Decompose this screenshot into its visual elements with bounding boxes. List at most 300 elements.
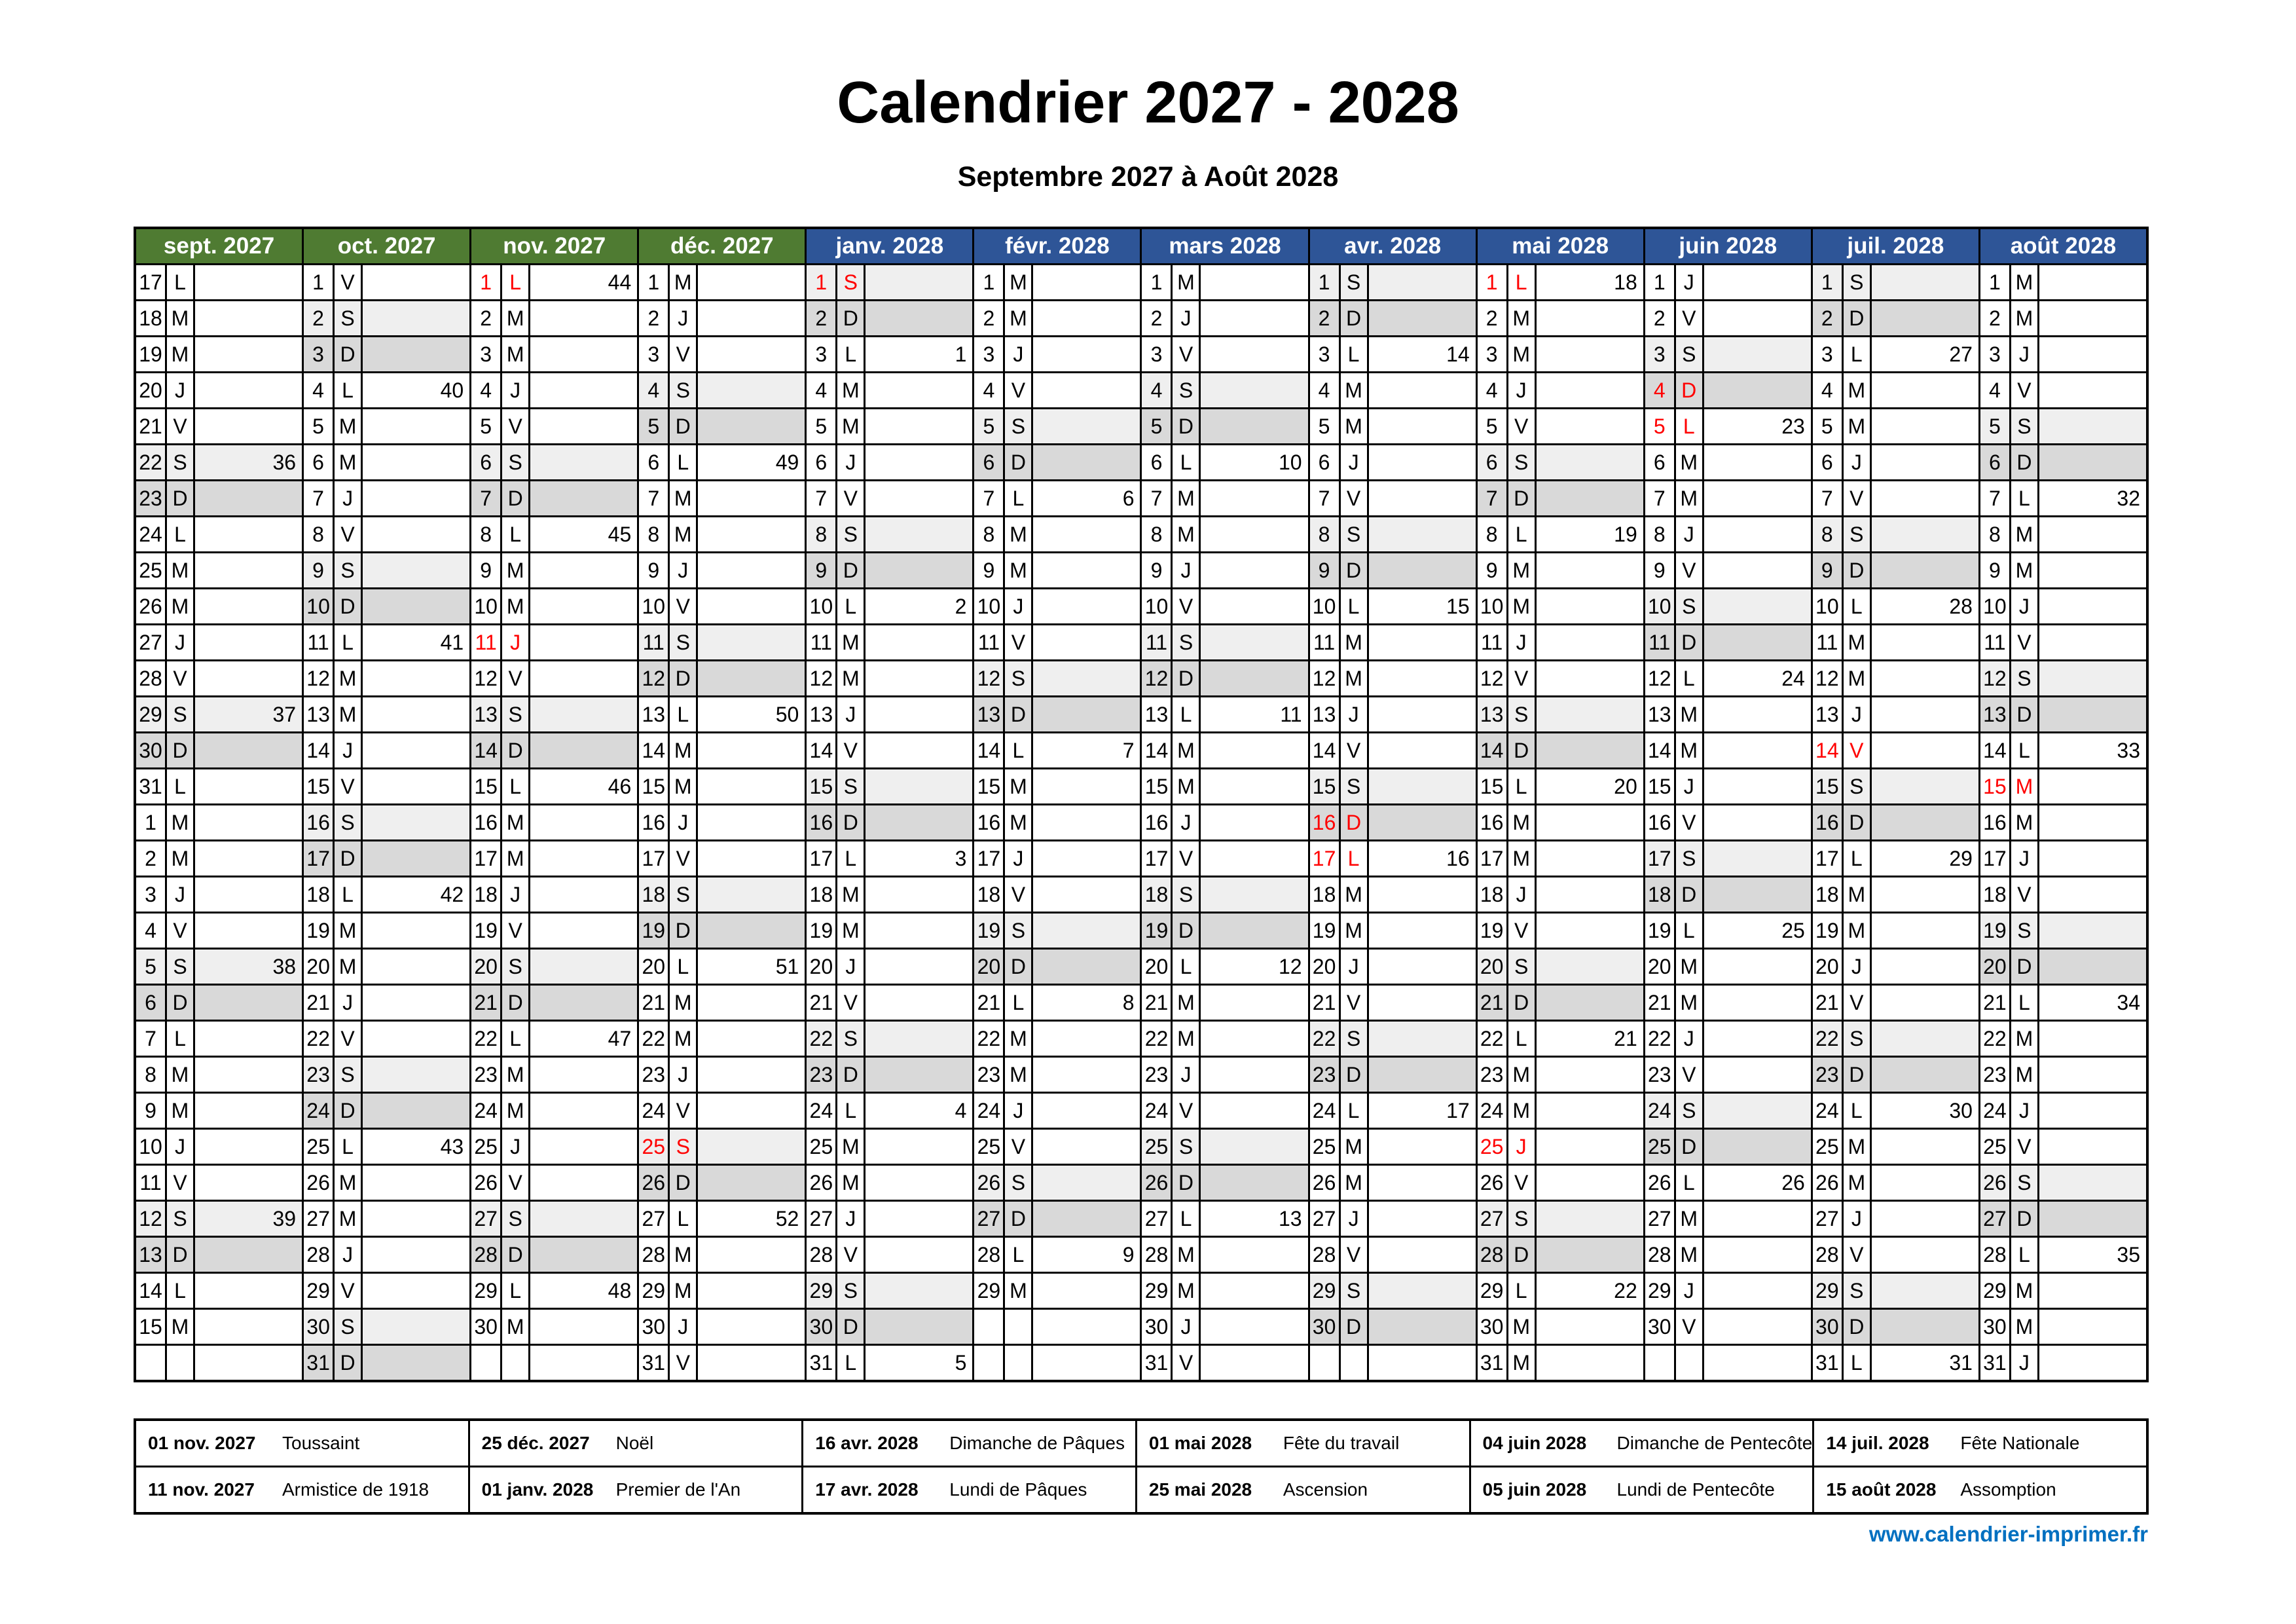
day-number: 25 xyxy=(1310,1130,1339,1164)
day-number: 29 xyxy=(639,1274,668,1308)
notes-cell xyxy=(530,877,637,912)
notes-cell xyxy=(1201,733,1307,767)
day-row xyxy=(1980,1094,2146,1128)
day-letter: J xyxy=(1844,950,1870,984)
day-number: 31 xyxy=(1813,1346,1842,1380)
notes-cell xyxy=(1033,553,1140,587)
notes-cell xyxy=(1369,769,1476,803)
day-row xyxy=(1478,1058,1643,1092)
month-column-f-vr-2028 xyxy=(974,229,1140,1380)
day-number: 17 xyxy=(1478,841,1506,876)
day-number: 13 xyxy=(639,697,668,731)
day-letter: V xyxy=(167,913,193,948)
day-letter: J xyxy=(670,805,696,840)
notes-cell xyxy=(698,517,805,551)
day-row xyxy=(639,1202,805,1236)
notes-cell xyxy=(1033,337,1140,371)
notes-cell xyxy=(1872,805,1978,840)
day-letter: V xyxy=(837,1238,864,1272)
day-letter: D xyxy=(1173,1166,1199,1200)
week-number: 50 xyxy=(775,702,799,726)
day-row xyxy=(304,805,469,840)
day-letter: J xyxy=(1508,373,1535,407)
day-row xyxy=(1142,265,1307,299)
day-number: 15 xyxy=(304,769,333,803)
day-letter xyxy=(1005,1310,1031,1344)
day-letter: D xyxy=(1676,1130,1702,1164)
day-letter: L xyxy=(167,1022,193,1056)
day-row xyxy=(1478,265,1643,299)
day-row xyxy=(1142,337,1307,371)
day-row xyxy=(1645,445,1811,479)
notes-cell xyxy=(195,301,302,335)
day-row xyxy=(974,481,1140,515)
day-row xyxy=(1478,697,1643,731)
day-number: 3 xyxy=(639,337,668,371)
notes-cell xyxy=(530,445,637,479)
day-row xyxy=(136,1058,302,1092)
day-row xyxy=(304,1274,469,1308)
day-number: 15 xyxy=(1980,769,2009,803)
day-letter: D xyxy=(670,409,696,443)
notes-cell xyxy=(195,986,302,1020)
notes-cell xyxy=(363,950,469,984)
notes-cell xyxy=(698,1310,805,1344)
day-number: 10 xyxy=(807,589,835,623)
notes-cell xyxy=(1537,769,1643,803)
day-number: 30 xyxy=(639,1310,668,1344)
day-letter: S xyxy=(2011,1166,2037,1200)
day-number: 21 xyxy=(1310,986,1339,1020)
day-number: 13 xyxy=(304,697,333,731)
day-row xyxy=(1310,913,1476,948)
day-letter: L xyxy=(670,950,696,984)
day-row xyxy=(1478,481,1643,515)
day-row xyxy=(1310,1346,1476,1380)
day-number: 17 xyxy=(807,841,835,876)
day-number: 24 xyxy=(136,517,165,551)
day-number: 8 xyxy=(1142,517,1171,551)
notes-cell xyxy=(195,877,302,912)
day-row xyxy=(1310,841,1476,876)
day-letter: J xyxy=(2011,589,2037,623)
day-number: 20 xyxy=(974,950,1003,984)
notes-cell xyxy=(1033,625,1140,659)
day-letter: L xyxy=(1508,517,1535,551)
notes-cell xyxy=(195,733,302,767)
day-letter: M xyxy=(670,481,696,515)
notes-cell xyxy=(2039,265,2146,299)
notes-cell xyxy=(866,841,972,876)
day-row xyxy=(807,986,972,1020)
day-number: 21 xyxy=(1980,986,2009,1020)
notes-cell xyxy=(1872,697,1978,731)
day-number: 27 xyxy=(1478,1202,1506,1236)
notes-cell xyxy=(363,445,469,479)
notes-cell xyxy=(698,589,805,623)
day-number: 30 xyxy=(1813,1310,1842,1344)
notes-cell xyxy=(1704,805,1811,840)
notes-cell xyxy=(1369,1022,1476,1056)
notes-cell xyxy=(2039,1130,2146,1164)
day-number: 16 xyxy=(304,805,333,840)
day-letter: J xyxy=(670,301,696,335)
day-row xyxy=(1142,409,1307,443)
day-row xyxy=(974,1274,1140,1308)
day-number: 13 xyxy=(807,697,835,731)
notes-cell xyxy=(530,1022,637,1056)
day-letter: V xyxy=(837,986,864,1020)
day-number: 13 xyxy=(1142,697,1171,731)
day-letter: D xyxy=(1844,301,1870,335)
day-row xyxy=(1813,517,1978,551)
notes-cell xyxy=(1201,481,1307,515)
legend-date: 11 nov. 2027 xyxy=(148,1479,255,1500)
day-row xyxy=(1478,733,1643,767)
day-letter: V xyxy=(1676,553,1702,587)
day-number: 19 xyxy=(807,913,835,948)
day-number: 28 xyxy=(639,1238,668,1272)
notes-cell xyxy=(1872,986,1978,1020)
day-row xyxy=(1310,445,1476,479)
day-row xyxy=(1980,1202,2146,1236)
day-letter: J xyxy=(167,877,193,912)
day-row xyxy=(1980,1346,2146,1380)
day-letter: L xyxy=(1844,589,1870,623)
notes-cell xyxy=(1704,1346,1811,1380)
day-number: 27 xyxy=(136,625,165,659)
day-number: 21 xyxy=(136,409,165,443)
notes-cell xyxy=(698,805,805,840)
day-letter: M xyxy=(335,913,361,948)
notes-cell xyxy=(363,1058,469,1092)
day-number: 5 xyxy=(1645,409,1674,443)
notes-cell xyxy=(363,769,469,803)
notes-cell xyxy=(1369,661,1476,695)
day-row xyxy=(136,661,302,695)
notes-cell xyxy=(1369,589,1476,623)
day-number: 25 xyxy=(471,1130,500,1164)
day-letter: D xyxy=(1508,986,1535,1020)
day-letter: M xyxy=(1341,1166,1367,1200)
day-row xyxy=(471,986,637,1020)
day-letter: M xyxy=(1341,625,1367,659)
day-letter: J xyxy=(167,373,193,407)
day-number: 23 xyxy=(471,1058,500,1092)
day-row xyxy=(639,301,805,335)
notes-cell xyxy=(363,841,469,876)
notes-cell xyxy=(1704,625,1811,659)
notes-cell xyxy=(1033,409,1140,443)
notes-cell xyxy=(1537,1166,1643,1200)
day-letter: S xyxy=(167,697,193,731)
day-row xyxy=(639,1166,805,1200)
day-number: 10 xyxy=(1142,589,1171,623)
notes-cell xyxy=(363,337,469,371)
day-number: 4 xyxy=(1813,373,1842,407)
notes-cell xyxy=(698,1094,805,1128)
notes-cell xyxy=(1201,373,1307,407)
day-row xyxy=(1813,1202,1978,1236)
day-row xyxy=(974,769,1140,803)
week-number: 41 xyxy=(440,630,464,654)
notes-cell xyxy=(1537,1274,1643,1308)
day-letter: V xyxy=(335,265,361,299)
legend-name: Noël xyxy=(615,1433,654,1453)
day-number: 9 xyxy=(974,553,1003,587)
day-letter: V xyxy=(1844,1238,1870,1272)
day-number: 13 xyxy=(974,697,1003,731)
notes-cell xyxy=(1201,950,1307,984)
day-row xyxy=(1980,986,2146,1020)
day-number: 19 xyxy=(974,913,1003,948)
legend-date: 16 avr. 2028 xyxy=(815,1433,919,1453)
day-row xyxy=(471,625,637,659)
day-row xyxy=(639,769,805,803)
notes-cell xyxy=(1872,1274,1978,1308)
day-letter: S xyxy=(1173,373,1199,407)
day-number: 27 xyxy=(471,1202,500,1236)
day-letter: L xyxy=(502,1274,528,1308)
day-row xyxy=(974,337,1140,371)
day-letter: M xyxy=(1844,625,1870,659)
day-letter: M xyxy=(670,517,696,551)
day-number: 12 xyxy=(471,661,500,695)
day-letter: V xyxy=(1508,409,1535,443)
month-header-nov-2027: nov. 2027 xyxy=(471,229,637,263)
notes-cell xyxy=(866,481,972,515)
notes-cell xyxy=(2039,1202,2146,1236)
day-number: 1 xyxy=(304,265,333,299)
notes-cell xyxy=(866,1310,972,1344)
day-letter: M xyxy=(1676,697,1702,731)
day-number: 11 xyxy=(639,625,668,659)
day-row xyxy=(807,1274,972,1308)
day-letter: J xyxy=(1508,1130,1535,1164)
day-row xyxy=(1142,445,1307,479)
day-letter: M xyxy=(837,373,864,407)
notes-cell xyxy=(530,337,637,371)
legend-date: 15 août 2028 xyxy=(1826,1479,1937,1500)
day-letter: V xyxy=(1173,589,1199,623)
week-number: 1 xyxy=(955,342,967,366)
legend-date: 01 nov. 2027 xyxy=(148,1433,256,1453)
day-number: 16 xyxy=(1980,805,2009,840)
notes-cell xyxy=(1201,265,1307,299)
notes-cell xyxy=(1704,301,1811,335)
day-number: 17 xyxy=(1310,841,1339,876)
notes-cell xyxy=(1537,733,1643,767)
month-column-janv-2028 xyxy=(807,229,972,1380)
notes-cell xyxy=(363,1310,469,1344)
day-number: 29 xyxy=(136,697,165,731)
notes-cell xyxy=(1369,1094,1476,1128)
day-number: 19 xyxy=(1310,913,1339,948)
day-number: 15 xyxy=(974,769,1003,803)
legend-entry-armistice-de-1918 xyxy=(136,1467,468,1512)
day-row xyxy=(1142,589,1307,623)
notes-cell xyxy=(1704,1130,1811,1164)
day-number: 16 xyxy=(471,805,500,840)
day-row xyxy=(471,301,637,335)
day-row xyxy=(304,1058,469,1092)
day-letter: V xyxy=(167,661,193,695)
day-number: 6 xyxy=(1478,445,1506,479)
notes-cell xyxy=(1201,697,1307,731)
day-row xyxy=(136,805,302,840)
notes-cell xyxy=(1201,769,1307,803)
notes-cell xyxy=(530,913,637,948)
day-letter: J xyxy=(1173,1310,1199,1344)
day-number: 1 xyxy=(1310,265,1339,299)
day-number: 9 xyxy=(471,553,500,587)
notes-cell xyxy=(1872,1202,1978,1236)
day-letter: M xyxy=(2011,1058,2037,1092)
day-number: 28 xyxy=(1645,1238,1674,1272)
legend-entry-lundi-de-pentec-te xyxy=(1471,1467,1813,1512)
week-number: 11 xyxy=(1280,702,1302,726)
day-letter: J xyxy=(1173,805,1199,840)
day-number: 2 xyxy=(1980,301,2009,335)
day-letter: M xyxy=(1676,733,1702,767)
day-letter: V xyxy=(1844,733,1870,767)
day-letter: V xyxy=(670,1346,696,1380)
notes-cell xyxy=(1537,1130,1643,1164)
day-number: 13 xyxy=(471,697,500,731)
day-row xyxy=(304,733,469,767)
day-number: 9 xyxy=(1142,553,1171,587)
day-row xyxy=(1310,805,1476,840)
day-letter: M xyxy=(837,1130,864,1164)
day-row xyxy=(1478,769,1643,803)
day-letter: D xyxy=(167,1238,193,1272)
day-letter: J xyxy=(670,1058,696,1092)
day-number: 30 xyxy=(304,1310,333,1344)
day-row xyxy=(639,553,805,587)
notes-cell xyxy=(1704,913,1811,948)
day-row xyxy=(639,1346,805,1380)
day-row xyxy=(807,1058,972,1092)
day-row xyxy=(136,481,302,515)
day-number: 11 xyxy=(974,625,1003,659)
day-letter: L xyxy=(335,373,361,407)
page-title: Calendrier 2027 - 2028 xyxy=(837,70,1459,136)
day-row xyxy=(974,265,1140,299)
day-row xyxy=(471,1238,637,1272)
week-number: 28 xyxy=(1949,594,1973,618)
day-row xyxy=(304,1094,469,1128)
day-number: 2 xyxy=(304,301,333,335)
day-number: 10 xyxy=(1645,589,1674,623)
week-number: 8 xyxy=(1122,990,1135,1014)
notes-cell xyxy=(866,986,972,1020)
day-row xyxy=(1310,1058,1476,1092)
day-row xyxy=(639,986,805,1020)
notes-cell xyxy=(2039,697,2146,731)
day-letter: L xyxy=(1341,589,1367,623)
notes-cell xyxy=(1369,409,1476,443)
notes-cell xyxy=(1704,1274,1811,1308)
week-number: 27 xyxy=(1949,342,1973,366)
day-row xyxy=(1813,1238,1978,1272)
day-row xyxy=(807,697,972,731)
week-number: 20 xyxy=(1614,774,1637,798)
day-number: 25 xyxy=(807,1130,835,1164)
notes-cell xyxy=(1537,517,1643,551)
day-row xyxy=(1310,661,1476,695)
day-letter: M xyxy=(1173,769,1199,803)
day-number: 17 xyxy=(639,841,668,876)
day-row xyxy=(1478,1166,1643,1200)
day-letter: J xyxy=(837,445,864,479)
day-row xyxy=(974,373,1140,407)
day-number: 14 xyxy=(807,733,835,767)
day-row xyxy=(136,445,302,479)
day-number: 12 xyxy=(1980,661,2009,695)
notes-cell xyxy=(698,1274,805,1308)
notes-cell xyxy=(1537,877,1643,912)
day-letter: D xyxy=(1341,1310,1367,1344)
day-number: 22 xyxy=(304,1022,333,1056)
day-letter: L xyxy=(1005,986,1031,1020)
day-row xyxy=(807,1166,972,1200)
website-link[interactable]: www.calendrier-imprimer.fr xyxy=(1868,1522,2148,1546)
notes-cell xyxy=(866,733,972,767)
day-letter: M xyxy=(1844,409,1870,443)
day-letter: D xyxy=(167,733,193,767)
notes-cell xyxy=(1201,1130,1307,1164)
day-row xyxy=(1478,841,1643,876)
legend-entry-toussaint xyxy=(136,1421,468,1466)
notes-cell xyxy=(1033,1094,1140,1128)
day-row xyxy=(1310,373,1476,407)
day-number: 30 xyxy=(1980,1310,2009,1344)
day-row xyxy=(1813,661,1978,695)
day-number: 15 xyxy=(1645,769,1674,803)
notes-cell xyxy=(195,913,302,948)
day-row xyxy=(1645,1166,1811,1200)
day-letter: M xyxy=(1844,913,1870,948)
day-letter: J xyxy=(1173,301,1199,335)
notes-cell xyxy=(195,841,302,876)
day-row xyxy=(471,733,637,767)
day-letter: J xyxy=(167,625,193,659)
day-row xyxy=(1813,805,1978,840)
day-letter: D xyxy=(1173,913,1199,948)
notes-cell xyxy=(363,697,469,731)
week-number: 37 xyxy=(272,702,297,726)
day-letter: S xyxy=(1341,769,1367,803)
month-header-ao-t-2028: août 2028 xyxy=(1980,229,2146,263)
notes-cell xyxy=(866,1166,972,1200)
day-letter: L xyxy=(837,1346,864,1380)
day-row xyxy=(974,1238,1140,1272)
day-letter: S xyxy=(1844,265,1870,299)
notes-cell xyxy=(1369,1346,1476,1380)
day-number: 15 xyxy=(1142,769,1171,803)
day-letter: M xyxy=(1508,1346,1535,1380)
day-number: 12 xyxy=(1310,661,1339,695)
day-number: 31 xyxy=(807,1346,835,1380)
day-row xyxy=(1645,337,1811,371)
notes-cell xyxy=(530,1166,637,1200)
notes-cell xyxy=(195,481,302,515)
notes-cell xyxy=(530,1094,637,1128)
notes-cell xyxy=(1033,445,1140,479)
day-number: 23 xyxy=(1980,1058,2009,1092)
day-number: 23 xyxy=(1478,1058,1506,1092)
day-row xyxy=(639,265,805,299)
